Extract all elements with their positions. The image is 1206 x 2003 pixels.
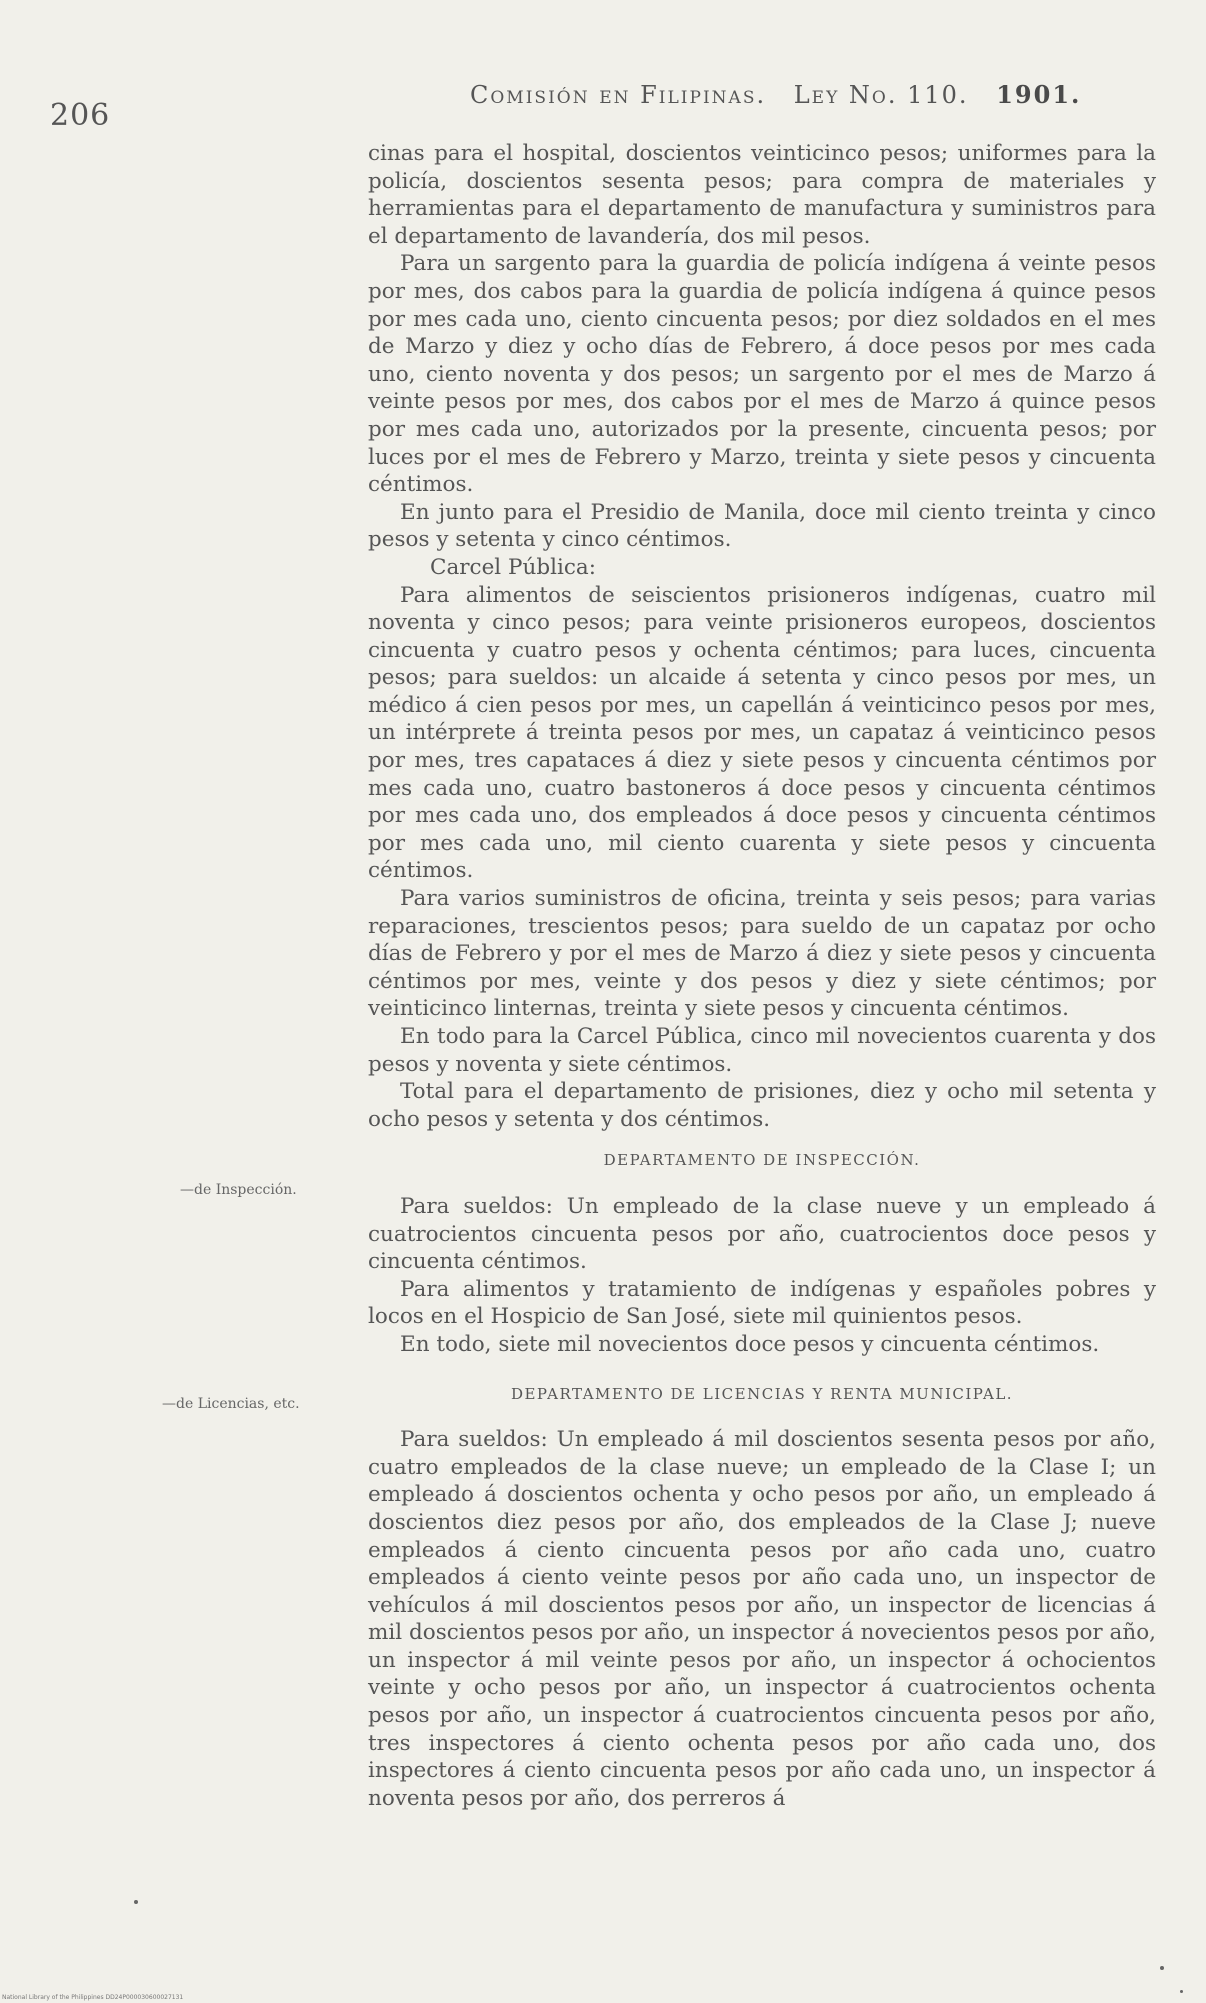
paragraph: Para alimentos de seiscientos prisioneros indígenas, cuatro mil noventa y cinco pesos; para veinte prisioneros europeos, doscientos cincuenta y cuatro pesos y ochenta céntimos; para luces, cincuenta pesos; para sueldos: un alcaide á setenta y cinco pesos por mes, un médico á cien pesos por mes, un capellán á veinticinco pesos por mes, un intérprete á treinta pesos por mes, un capataz á veinticinco pesos por mes, tres capataces á diez y siete pesos y cincuenta céntimos por mes cada uno, cuatro bastoneros á doce pesos y cincuenta céntimos por mes cada uno, dos empleados á doce pesos y cincuenta céntimos por mes cada uno, mil ciento cuarenta y siete pesos y cincuenta céntimos. [368,582,1156,884]
heading-inspeccion: DEPARTAMENTO DE INSPECCIÓN. [603,1151,921,1170]
paragraph: Para varios suministros de oficina, treinta y seis pesos; para varias reparaciones, trescientos pesos; para sueldo de un capataz por ocho días de Febrero y por el mes de Marzo á diez y siete pesos y cincuenta céntimos por mes, veinte y dos pesos y diez y siete céntimos; por veinticinco linternas, treinta y siete pesos y cincuenta céntimos. [368,886,1156,1022]
running-head-title: Comisión en Filipinas. [470,81,767,109]
paragraph: cinas para el hospital, doscientos veinticinco pesos; uniformes para la policía, doscientos sesenta pesos; para compra de materiales y herramientas para el departamento de manufactura y suministros para el departamento de lavandería, dos mil pesos. [368,141,1156,249]
paragraph: En todo para la Carcel Pública, cinco mil novecientos cuarenta y dos pesos y noventa y siete céntimos. [368,1024,1156,1077]
body-text [368,140,1156,1812]
side-note-inspeccion: —de Inspección. [180,1182,297,1198]
running-head [470,80,1081,109]
paragraph: Para sueldos: Un empleado de la clase nueve y un empleado á cuatrocientos cincuenta pesos por año, cuatrocientos doce pesos y cincuenta céntimos. [368,1193,1156,1275]
paragraph: Para alimentos y tratamiento de indígenas y españoles pobres y locos en el Hospicio de San José, siete mil quinientos pesos. [368,1276,1156,1330]
side-note-licencias: —de Licencias, etc. [162,1396,300,1412]
carcel-publica-label: Carcel Pública: [430,554,596,580]
ink-speck [134,1900,138,1904]
running-head-year: 1901. [996,80,1082,109]
paragraph: Para un sargento para la guardia de policía indígena á veinte pesos por mes, dos cabos para la guardia de policía indígena á quince pesos por mes cada uno, ciento cincuenta pesos; por diez soldados en el mes de Marzo y diez y ocho días de Febrero, á doce pesos por mes cada uno, ciento noventa y dos pesos; un sargento por el mes de Marzo á veinte pesos por mes, dos cabos por el mes de Marzo á quince pesos por mes cada uno, autorizados por la presente, cincuenta pesos; por luces por el mes de Febrero y Marzo, treinta y siete pesos y cincuenta céntimos. [368,251,1156,498]
running-head-law: Ley No. 110. [793,81,969,109]
heading-licencias: DEPARTAMENTO DE LICENCIAS Y RENTA MUNICIPAL. [510,1384,1014,1403]
scan-stamp: National Library of the Philippines DD24P000030600027131 [2,1994,184,2001]
ink-speck [1180,1990,1183,1993]
page-number: 206 [50,98,111,133]
paragraph: En junto para el Presidio de Manila, doce mil ciento treinta y cinco pesos y setenta y cinco céntimos. [368,499,1156,553]
paragraph: En todo, siete mil novecientos doce pesos y cincuenta céntimos. [400,1331,1100,1357]
paragraph: Para sueldos: Un empleado á mil doscientos sesenta pesos por año, cuatro empleados de la clase nueve; un empleado de la Clase I; un empleado á doscientos ochenta y ocho pesos por año, un empleado á doscientos diez pesos por año, dos empleados de la Clase J; nueve empleados á ciento cincuenta pesos por año cada uno, cuatro empleados á ciento veinte pesos por año cada uno, un inspector de vehículos á mil doscientos pesos por año, un inspector de licencias á mil doscientos pesos por año, un inspector á novecientos pesos por año, un inspector á mil veinte pesos por año, un inspector á ochocientos veinte y ocho pesos por año, un inspector á cuatrocientos ochenta pesos por año, un inspector á cuatrocientos cincuenta pesos por año, tres inspectores á ciento ochenta pesos por año cada uno, dos inspectores á ciento cincuenta pesos por año cada uno, un inspector á noventa pesos por año, dos perreros á [368,1427,1156,1811]
paragraph: Total para el departamento de prisiones, diez y ocho mil setenta y ocho pesos y setenta y dos céntimos. [368,1079,1156,1132]
ink-speck [1160,1966,1164,1970]
